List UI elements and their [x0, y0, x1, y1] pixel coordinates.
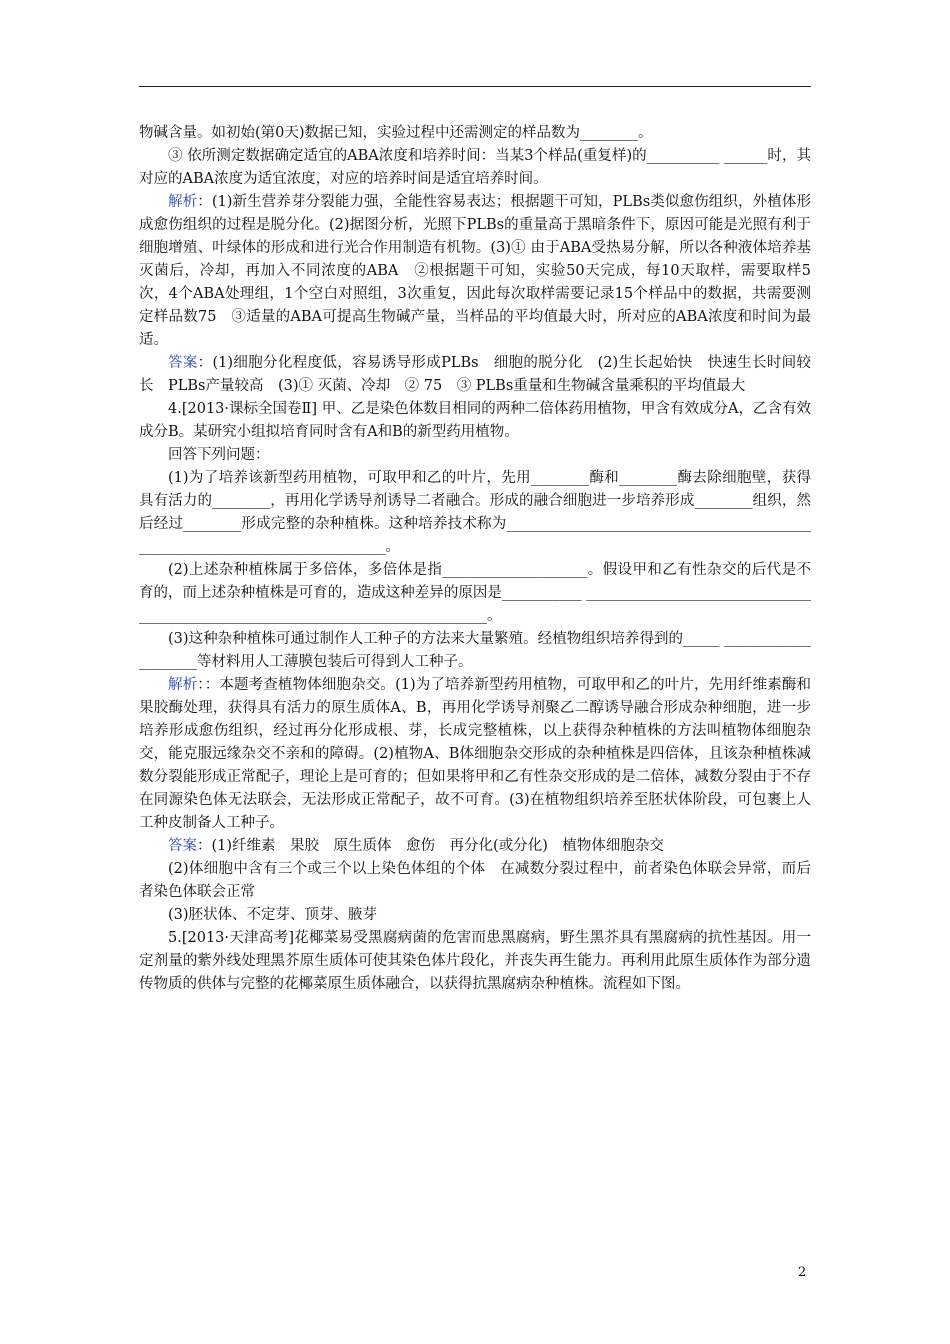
page-body	[139, 122, 811, 996]
paragraph: (3)胚状体、不定芽、顶芽、腋芽	[168, 907, 378, 923]
analysis-paragraph: 解析：：本题考查植物体细胞杂交。(1)为了培养新型药用植物，可取甲和乙的叶片，先用纤维素酶和果胶酶处理，获得具有活力的原生质体A、B，再用化学诱导剂聚乙二醇诱导融合形成杂种细胞，进一步培养形成愈伤组织，经过再分化形成根、芽，长成完整植株，以上获得杂种植株的方法叫植物体细胞杂交，能克服远缘杂交不亲和的障碍。(2)植物A、B体细胞杂交形成的杂种植株是四倍体，且该杂种植株减数分裂能形成正常配子，理论上是可育的；但如果将甲和乙有性杂交形成的是二倍体，减数分裂由于不存在同源染色体无法联会，无法形成正常配子，故不可育。(3)在植物组织培养至胚状体阶段，可包裹上人工种皮制备人工种子。	[139, 677, 812, 831]
answer-paragraph: 答案：(1)细胞分化程度低，容易诱导形成PLBs 细胞的脱分化 (2)生长起始快 快速生长时间较长 PLBs产量较高 (3)① 灭菌、冷却 ② 75 ③ PLBs重量和生物碱含量乘积的平均值最大	[139, 355, 811, 394]
paragraph: (2)体细胞中含有三个或三个以上染色体组的个体 在减数分裂过程中，前者染色体联会异常，而后者染色体联会正常	[139, 861, 811, 900]
paragraph: (1)为了培养该新型药用植物，可取甲和乙的叶片，先用________酶和________酶去除细胞壁，获得具有活力的________，再用化学诱导剂诱导二者融合。形成的融合细胞进一步培养形成________组织，然后经过________形成完整的杂种植株。这种培养技术称为____________________________________________________________________________。	[139, 470, 811, 555]
page-number: 2	[798, 1265, 807, 1280]
paragraph: (3)这种杂种植株可通过制作人工种子的方法来大量繁殖。经植物组织培养得到的_____ ____________________等材料用人工薄膜包装后可得到人工种子。	[139, 631, 811, 670]
answer-paragraph: 答案：(1)纤维素 果胶 原生质体 愈伤 再分化(或分化) 植物体细胞杂交	[168, 838, 664, 854]
question-paragraph: 4.[2013·课标全国卷Ⅱ] 甲、乙是染色体数目相同的两种二倍体药用植物，甲含有效成分A，乙含有效成分B。某研究小组拟培育同时含有A和B的新型药用植物。	[139, 401, 811, 440]
paragraph: (2)上述杂种植株属于多倍体，多倍体是指____________________。假设甲和乙有性杂交的后代是不育的，而上述杂种植株是可育的，造成这种差异的原因是___________ _______________________________________________________________________________。	[139, 562, 811, 624]
analysis-label: 解析	[168, 677, 198, 693]
analysis-paragraph: 解析：(1)新生营养芽分裂能力强，全能性容易表达；根据题干可知，PLBs类似愈伤组织，外植体形成愈伤组织的过程是脱分化。(2)据图分析，光照下PLBs的重量高于黑暗条件下，原因可能是光照有利于细胞增殖、叶绿体的形成和进行光合作用制造有机物。(3)① 由于ABA受热易分解，所以各种液体培养基灭菌后，冷却，再加入不同浓度的ABA ②根据题干可知，实验50天完成，每10天取样，需要取样5次，4个ABA处理组，1个空白对照组，3次重复，因此每次取样需要记录15个样品中的数据，共需要测定样品数75 ③适量的ABA可提高生物碱产量，当样品的平均值最大时，所对应的ABA浓度和时间为最适。	[139, 194, 811, 348]
paragraph: 物碱含量。如初始(第0天)数据已知，实验过程中还需测定的样品数为________。	[139, 125, 653, 141]
paragraph: ③ 依所测定数据确定适宜的ABA浓度和培养时间：当某3个样品(重复样)的__________ ______时，其对应的ABA浓度为适宜浓度，对应的培养时间是适宜培养时间。	[139, 148, 811, 187]
answer-label: 答案	[168, 355, 198, 371]
paragraph: 回答下列问题：	[168, 447, 270, 463]
header-rule	[139, 86, 811, 87]
question-paragraph: 5.[2013·天津高考]花椰菜易受黑腐病菌的危害而患黑腐病，野生黑芥具有黑腐病的抗性基因。用一定剂量的紫外线处理黑芥原生质体可使其染色体片段化，并丧失再生能力。再利用此原生质体作为部分遗传物质的供体与完整的花椰菜原生质体融合，以获得抗黑腐病杂种植株。流程如下图。	[139, 930, 811, 992]
analysis-label: 解析	[168, 194, 198, 210]
answer-label: 答案	[168, 838, 197, 854]
